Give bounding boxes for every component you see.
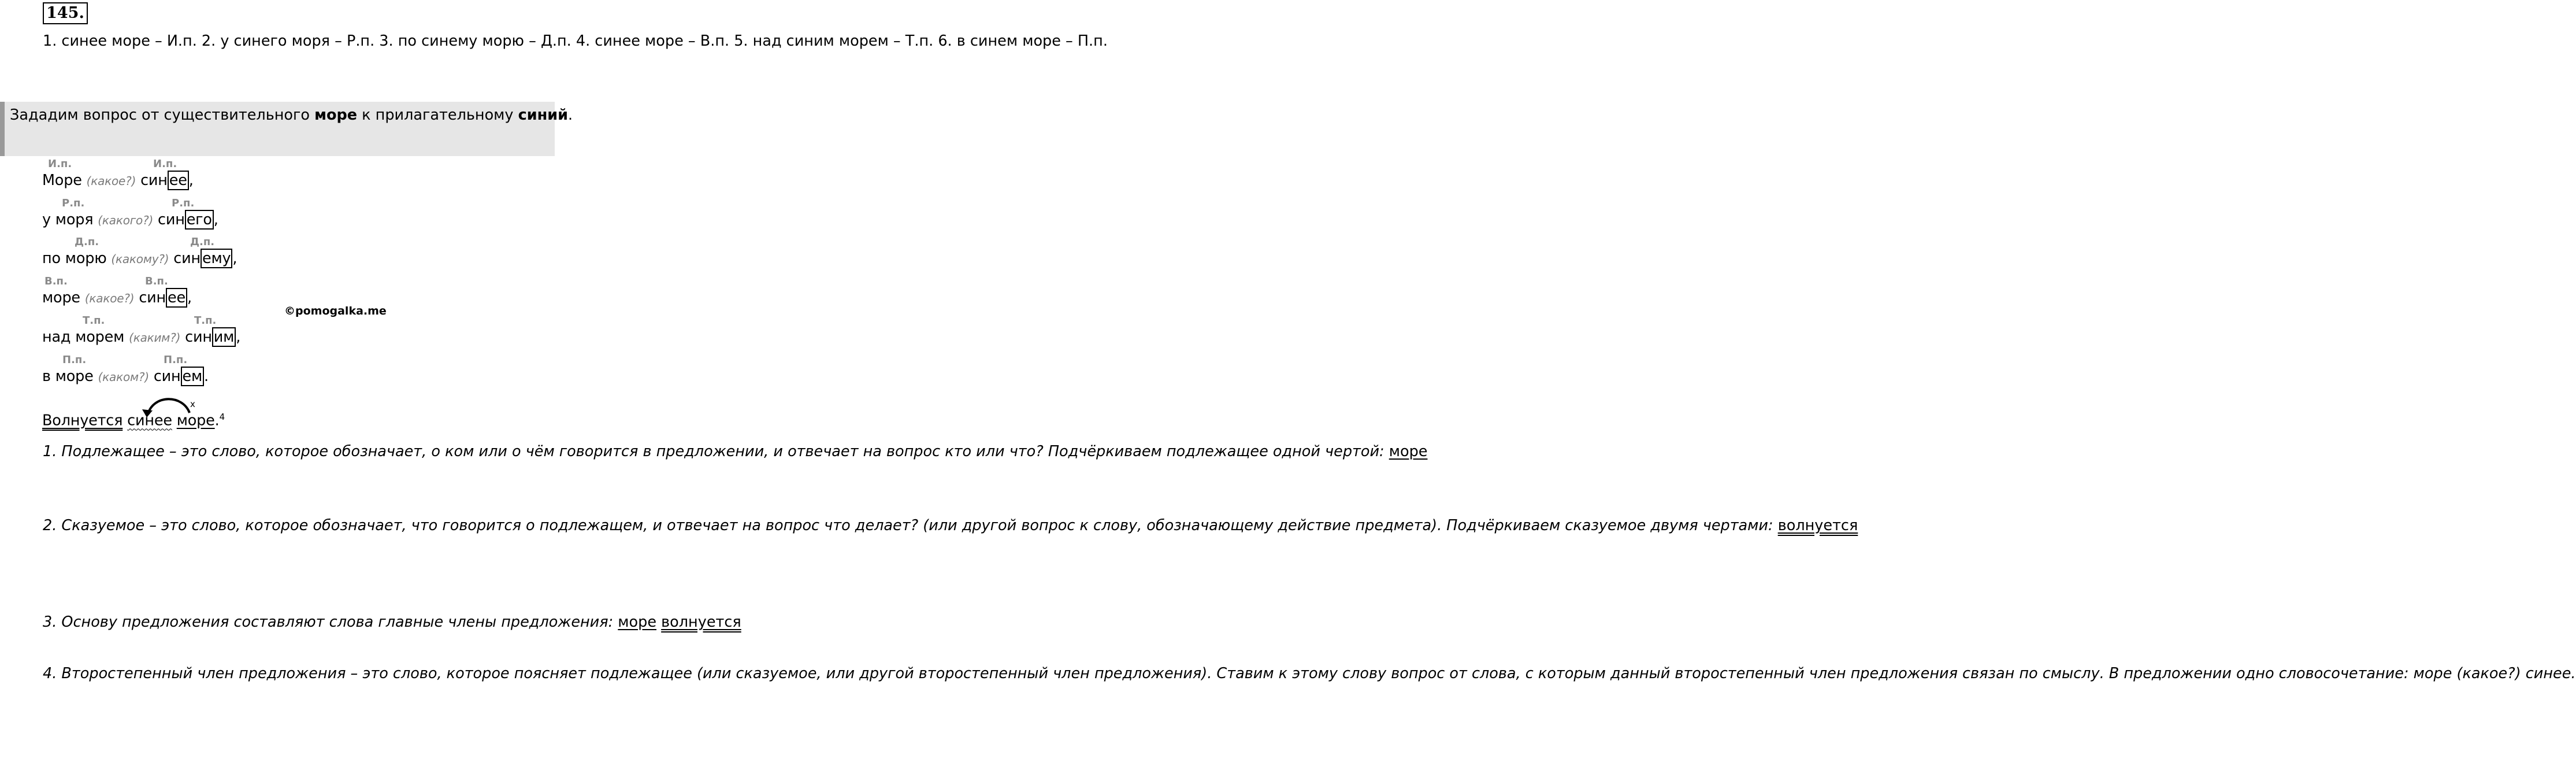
- adjective-ending: ее: [168, 171, 189, 190]
- arrow-mark: x: [190, 399, 195, 409]
- adjective-ending: ему: [201, 249, 232, 268]
- case-label-noun: И.п.: [48, 158, 72, 170]
- watermark: ©pomogalka.me: [284, 305, 387, 317]
- hint-text: Зададим вопрос от существительного море к прилагательному синий.: [10, 106, 573, 124]
- predicate-word: Волнуется: [42, 412, 123, 430]
- declension-noun: море: [42, 289, 80, 306]
- adjective-stem: син: [173, 250, 201, 267]
- case-label-noun: Т.п.: [83, 315, 105, 327]
- adjective-ending: им: [212, 327, 236, 347]
- explanation-1: 1. Подлежащее – это слово, которое обозначает, о ком или о чём говорится в предложении, и отвечает на вопрос кто или что? Подчёркиваем подлежащее одной чертой: море: [43, 443, 1428, 460]
- case-label-adjective: И.п.: [153, 158, 177, 170]
- case-label-noun: Р.п.: [62, 197, 85, 209]
- case-label-adjective: Р.п.: [172, 197, 195, 209]
- declension-noun: по морю: [42, 250, 107, 267]
- case-label-adjective: П.п.: [164, 354, 188, 366]
- case-label-adjective: Д.п.: [190, 236, 215, 248]
- answer-line: 1. синее море – И.п. 2. у синего моря – Р.п. 3. по синему морю – Д.п. 4. синее море – В.п. 5. над синим морем – Т.п. 6. в синем море – П.п.: [43, 32, 1108, 50]
- declension-question: (каким?): [129, 331, 181, 345]
- adjective-ending: ем: [181, 367, 205, 386]
- case-label-noun: В.п.: [44, 275, 68, 287]
- task-number: 145.: [43, 2, 88, 24]
- declension-question: (какого?): [98, 213, 154, 227]
- hint-adjective: синий: [518, 106, 568, 124]
- declension-noun: над морем: [42, 328, 125, 346]
- explanation-subject: море: [1389, 443, 1428, 460]
- parsed-sentence: Волнуется синее море.$^4$: [42, 412, 225, 430]
- case-label-adjective: Т.п.: [194, 315, 217, 327]
- attribute-word: синее: [127, 412, 172, 430]
- explanation-2: 2. Сказуемое – это слово, которое обозначает, что говорится о подлежащем, и отвечает на вопрос что делает? (или другой вопрос к слову, обозначающему действие предмета). Подчёркиваем сказуемое двумя чертами: волнуется: [43, 517, 1858, 534]
- subject-word: море: [176, 412, 215, 430]
- adjective-ending: ее: [166, 288, 187, 308]
- adjective-stem: син: [139, 289, 166, 306]
- declension-noun: у моря: [42, 211, 94, 228]
- case-label-noun: П.п.: [62, 354, 87, 366]
- answer-paragraph: [1, 30, 1108, 53]
- declension-row: у моря (какого?) син его ,: [42, 211, 218, 228]
- base-subject: море: [618, 613, 657, 631]
- base-predicate: волнуется: [661, 613, 741, 631]
- declension-row: по морю (какому?) син ему ,: [42, 250, 237, 267]
- declension-question: (какое?): [86, 174, 136, 188]
- declension-row: Море (какое?) син ее ,: [42, 172, 194, 189]
- adjective-stem: син: [140, 172, 168, 189]
- explanation-predicate: волнуется: [1777, 517, 1858, 534]
- declension-question: (какому?): [111, 252, 169, 266]
- declension-row: в море (каком?) син ем .: [42, 368, 209, 385]
- explanation-3: 3. Основу предложения составляют слова главные члены предложения: море волнуется: [43, 613, 741, 631]
- declension-question: (какое?): [84, 291, 135, 305]
- declension-row: море (какое?) син ее ,: [42, 289, 192, 306]
- hint-noun: море: [314, 106, 358, 124]
- declension-noun: в море: [42, 368, 94, 385]
- adjective-ending: его: [185, 210, 214, 230]
- declension-noun: Море: [42, 172, 82, 189]
- adjective-stem: син: [158, 211, 185, 228]
- explanation-4: 4. Второстепенный член предложения – это слово, которое поясняет подлежащее (или сказуемое, или другой второстепенный член предложения). Ставим к этому слову вопрос от слова, с которым данный второстепенный член предложения связан по смыслу. В предложении одно словосочетание: море (какое?) синее.: [43, 665, 2576, 682]
- adjective-stem: син: [185, 328, 212, 346]
- footnote-mark: 4: [219, 412, 225, 422]
- case-label-noun: Д.п.: [75, 236, 99, 248]
- case-label-adjective: В.п.: [145, 275, 168, 287]
- adjective-stem: син: [153, 368, 181, 385]
- declension-question: (каком?): [98, 370, 149, 384]
- declension-row: над морем (каким?) син им ,: [42, 328, 241, 346]
